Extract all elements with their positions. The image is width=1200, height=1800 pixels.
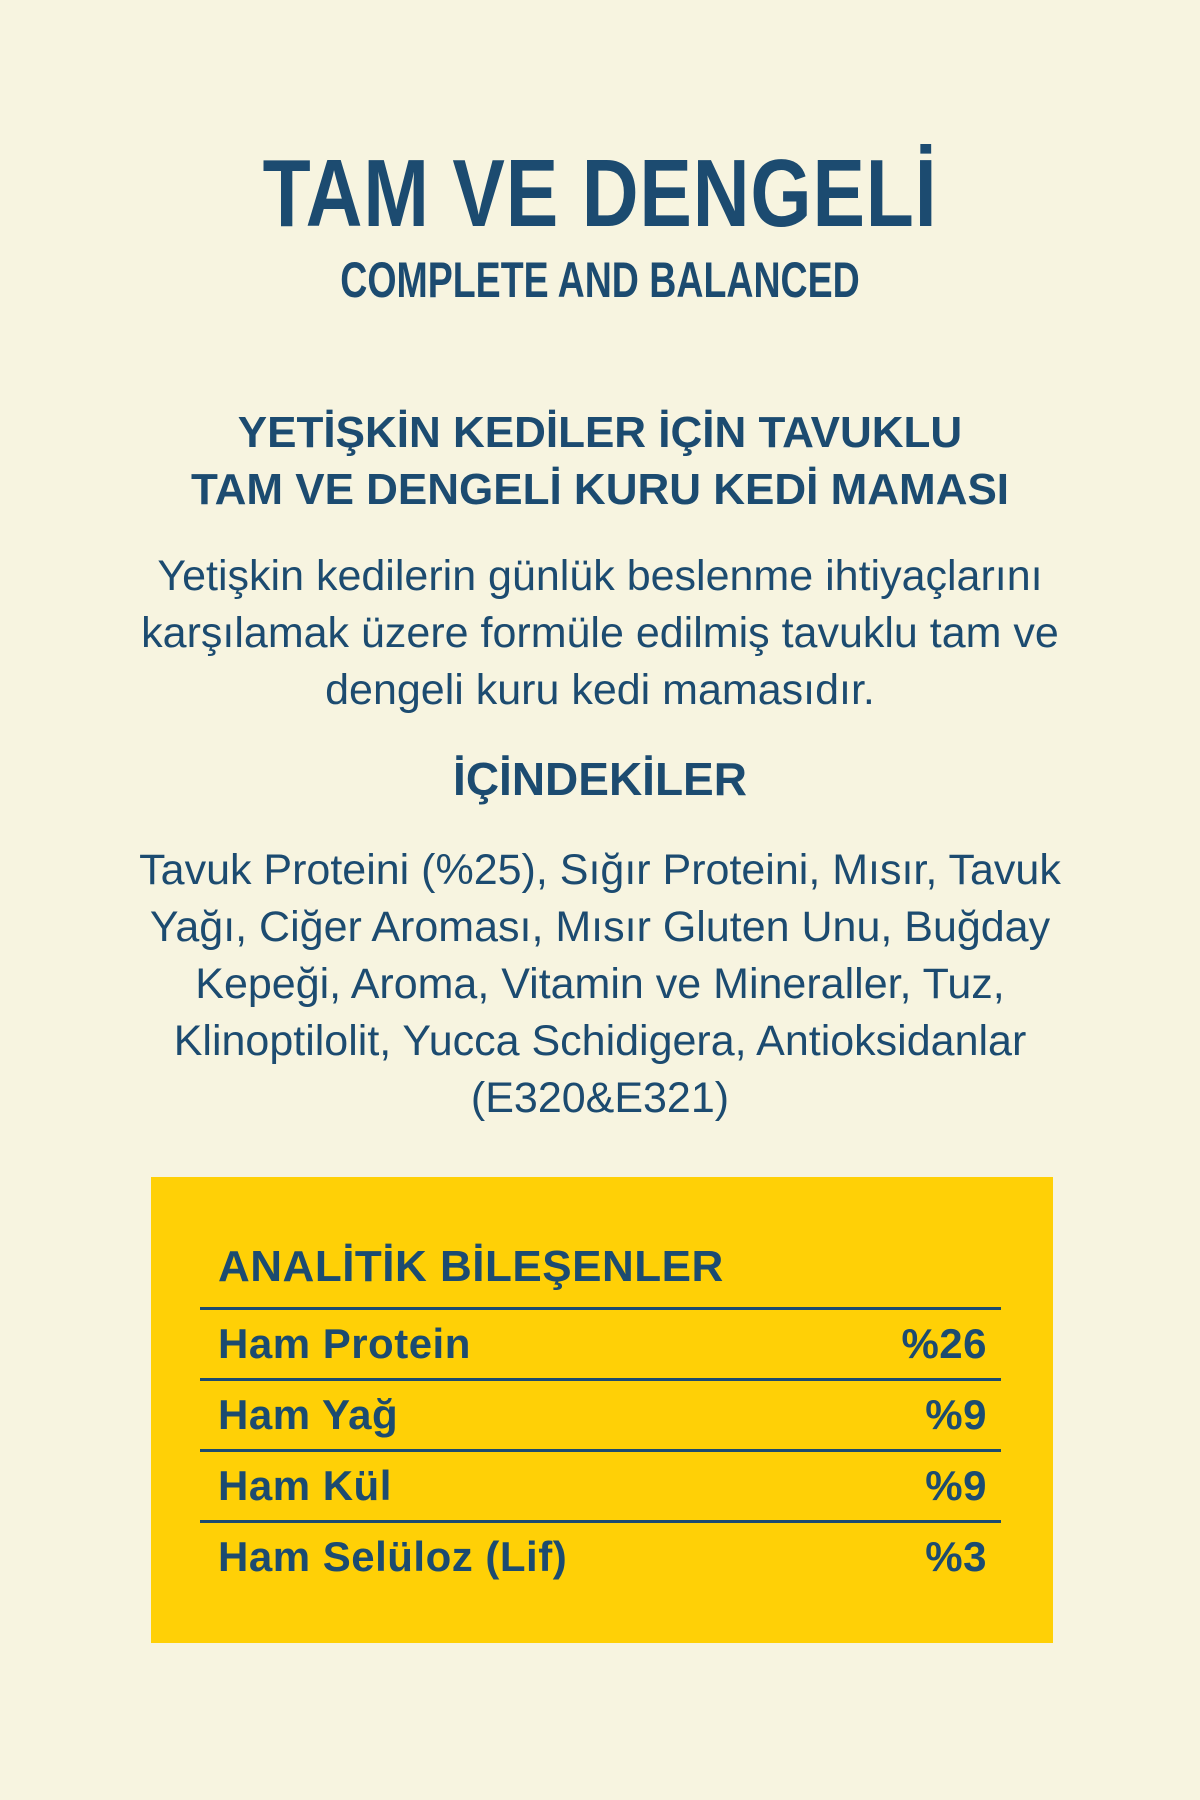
row-value: %3	[925, 1533, 987, 1580]
product-heading-line2: TAM VE DENGELİ KURU KEDİ MAMASI	[190, 465, 1010, 514]
ingredients-list: Tavuk Proteini (%25), Sığır Proteini, Mısır, Tavuk Yağı, Ciğer Aroması, Mısır Gluten Unu, Buğday Kepeği, Aroma, Vitamin ve Mineraller, Tuz, Klinoptilolit, Yucca Schidigera, Antioksidanlar (E320&E321)	[139, 846, 1061, 1122]
table-row	[200, 1378, 1001, 1449]
row-label: Ham Yağ	[218, 1391, 399, 1438]
table-row	[200, 1520, 1001, 1591]
row-value: %9	[925, 1462, 987, 1509]
row-label: Ham Protein	[218, 1320, 471, 1367]
product-heading	[0, 404, 1200, 518]
page-title: TAM VE DENGELİ	[262, 140, 938, 247]
row-value: %9	[925, 1391, 987, 1438]
row-value: %26	[901, 1320, 987, 1367]
table-row	[200, 1307, 1001, 1378]
product-heading-line1: YETİŞKİN KEDİLER İÇİN TAVUKLU	[237, 408, 963, 457]
page-subtitle: COMPLETE AND BALANCED	[340, 252, 860, 308]
row-label: Ham Selüloz (Lif)	[218, 1533, 568, 1580]
table-row	[200, 1449, 1001, 1520]
analysis-panel	[151, 1177, 1053, 1643]
analysis-table	[200, 1307, 1001, 1591]
ingredients-heading: İÇİNDEKİLER	[453, 753, 747, 805]
analysis-heading: ANALİTİK BİLEŞENLER	[218, 1242, 724, 1291]
row-label: Ham Kül	[218, 1462, 392, 1509]
product-description: Yetişkin kedilerin günlük beslenme ihtiyaçlarını karşılamak üzere formüle edilmiş tavuklu tam ve dengeli kuru kedi mamasıdır.	[141, 552, 1059, 714]
